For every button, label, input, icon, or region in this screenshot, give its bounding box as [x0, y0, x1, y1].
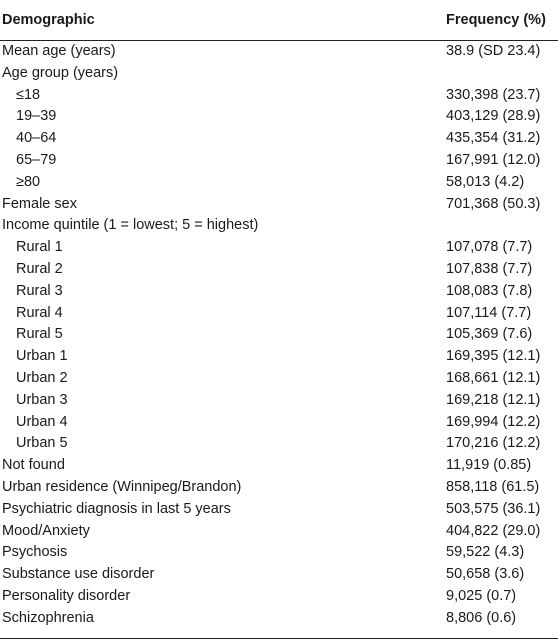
table-row [0, 41, 558, 63]
row-label: Mean age (years) [2, 43, 116, 59]
row-label: Mood/Anxiety [2, 522, 90, 539]
table-header [0, 0, 558, 41]
row-frequency: 169,994 (12.2) [446, 413, 541, 430]
row-label: 19–39 [16, 108, 57, 125]
row-frequency: 170,216 (12.2) [446, 435, 541, 452]
table-row [0, 521, 558, 543]
row-frequency: 58,013 (4.2) [446, 173, 525, 190]
table-row [0, 324, 558, 346]
table-row [0, 477, 558, 499]
row-label: Rural 5 [16, 326, 63, 343]
table-row [0, 194, 558, 216]
table-row [0, 237, 558, 259]
row-frequency: 701,368 (50.3) [446, 195, 541, 212]
row-frequency: 11,919 (0.85) [446, 457, 532, 474]
table-row [0, 215, 558, 237]
table-row [0, 106, 558, 128]
row-frequency: 503,575 (36.1) [446, 500, 541, 517]
table-row [0, 85, 558, 107]
column-header-demographic: Demographic [2, 12, 95, 28]
row-frequency: 167,991 (12.0) [446, 151, 541, 168]
row-label: 65–79 [16, 151, 57, 168]
table-row [0, 128, 558, 150]
table-row [0, 433, 558, 455]
row-label: Rural 4 [16, 304, 63, 321]
row-frequency: 108,083 (7.8) [446, 282, 533, 299]
row-frequency: 169,395 (12.1) [446, 348, 541, 365]
table-row [0, 499, 558, 521]
row-frequency: 59,522 (4.3) [446, 544, 525, 561]
table-row [0, 172, 558, 194]
table-row [0, 259, 558, 281]
table-row [0, 281, 558, 303]
row-label: Urban 2 [16, 369, 68, 386]
row-label: ≤18 [16, 86, 41, 103]
table-row [0, 63, 558, 85]
row-label: Rural 1 [16, 239, 63, 256]
row-label: Rural 2 [16, 260, 63, 277]
row-frequency: 858,118 (61.5) [446, 478, 540, 495]
table-row [0, 303, 558, 325]
row-frequency: 50,658 (3.6) [446, 566, 525, 583]
row-frequency: 107,838 (7.7) [446, 260, 533, 277]
row-label: Urban 1 [16, 348, 68, 365]
table-row [0, 455, 558, 477]
row-frequency: 9,025 (0.7) [446, 587, 517, 604]
row-frequency: 38.9 (SD 23.4) [446, 43, 541, 59]
row-label: Rural 3 [16, 282, 63, 299]
table-row [0, 608, 558, 630]
table-bottom-rule [0, 638, 558, 639]
row-frequency: 435,354 (31.2) [446, 130, 541, 147]
row-label: Personality disorder [2, 587, 131, 604]
row-label: Not found [2, 457, 65, 474]
row-label: Urban 5 [16, 435, 68, 452]
row-label: Urban 3 [16, 391, 68, 408]
row-label: Substance use disorder [2, 566, 155, 583]
table-row [0, 390, 558, 412]
row-label: Age group (years) [2, 64, 119, 81]
table-row [0, 412, 558, 434]
row-label: Psychosis [2, 544, 68, 561]
row-frequency: 8,806 (0.6) [446, 609, 517, 626]
table-row [0, 564, 558, 586]
row-frequency: 105,369 (7.6) [446, 326, 533, 343]
row-frequency: 168,661 (12.1) [446, 369, 541, 386]
row-frequency: 107,114 (7.7) [446, 304, 532, 321]
row-frequency: 330,398 (23.7) [446, 86, 541, 103]
column-header-frequency: Frequency (%) [446, 12, 546, 28]
row-label: Psychiatric diagnosis in last 5 years [2, 500, 231, 517]
row-label: Urban 4 [16, 413, 68, 430]
table-row [0, 542, 558, 564]
row-label: ≥80 [16, 173, 41, 190]
table-row [0, 150, 558, 172]
row-frequency: 169,218 (12.1) [446, 391, 541, 408]
row-label: Income quintile (1 = lowest; 5 = highest) [2, 217, 259, 234]
row-frequency: 404,822 (29.0) [446, 522, 541, 539]
row-label: Urban residence (Winnipeg/Brandon) [2, 478, 242, 495]
row-label: 40–64 [16, 130, 57, 147]
row-frequency: 403,129 (28.9) [446, 108, 541, 125]
table-row [0, 346, 558, 368]
table-row [0, 586, 558, 608]
table-body [0, 41, 558, 630]
row-frequency: 107,078 (7.7) [446, 239, 533, 256]
row-label: Female sex [2, 195, 77, 212]
table-row [0, 368, 558, 390]
row-label: Schizophrenia [2, 609, 94, 626]
